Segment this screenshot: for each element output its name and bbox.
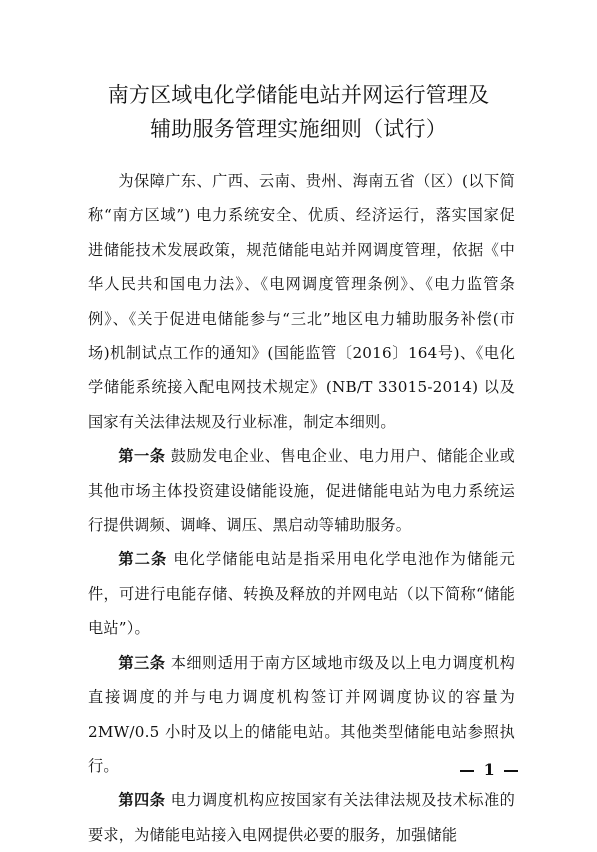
document-title — [78, 78, 519, 146]
article-1-text: 鼓励发电企业、售电企业、电力用户、储能企业或其他市场主体投资建设储能设施，促进储能电站为电力系统运行提供调频、调峰、调压、黑启动等辅助服务。 — [88, 447, 516, 535]
left-dash — [460, 770, 474, 772]
article-2-text: 电化学储能电站是指采用电化学电池作为储能元件，可进行电能存储、转换及释放的并网电站（以下简称“储能电站”）。 — [88, 550, 516, 638]
right-dash — [504, 770, 518, 772]
article-1 — [88, 439, 515, 542]
page-number-footer — [456, 760, 522, 780]
title-line-1: 南方区域电化学储能电站并网运行管理及 — [107, 83, 490, 107]
intro-paragraph: 为保障广东、广西、云南、贵州、海南五省（区）(以下简称“南方区域”) 电力系统安全、优质、经济运行，落实国家促进储能技术发展政策，规范储能电站并网调度管理，依据《中华人民共和国电力法》、《电网调度管理条例》、《电力监管条例》、《关于促进电储能参与“三北”地区电力辅助服务补偿(市场)机制试点工作的通知》(国能监管〔2016〕164号)、《电化学储能系统接入配电网技术规定》(NB/T 33015-2014) 以及国家有关法律法规及行业标准，制定本细则。 — [88, 172, 515, 431]
article-4 — [88, 783, 515, 852]
article-3-text: 本细则适用于南方区域地市级及以上电力调度机构直接调度的并与电力调度机构签订并网调度协议的容量为 2MW/0.5 小时及以上的储能电站。其他类型储能电站参照执行。 — [88, 653, 516, 775]
article-2-heading: 第二条 — [118, 550, 168, 569]
article-3-heading: 第三条 — [118, 653, 166, 672]
page-number: 1 — [483, 760, 495, 779]
document-body — [88, 164, 515, 852]
article-2 — [88, 542, 515, 645]
article-4-heading: 第四条 — [118, 791, 166, 810]
article-4-text: 电力调度机构应按国家有关法律法规及技术标准的要求，为储能电站接入电网提供必要的服务，加强储能 — [88, 791, 516, 844]
article-1-heading: 第一条 — [118, 447, 166, 466]
title-line-2: 辅助服务管理实施细则（试行） — [150, 117, 447, 141]
article-3 — [88, 646, 515, 784]
